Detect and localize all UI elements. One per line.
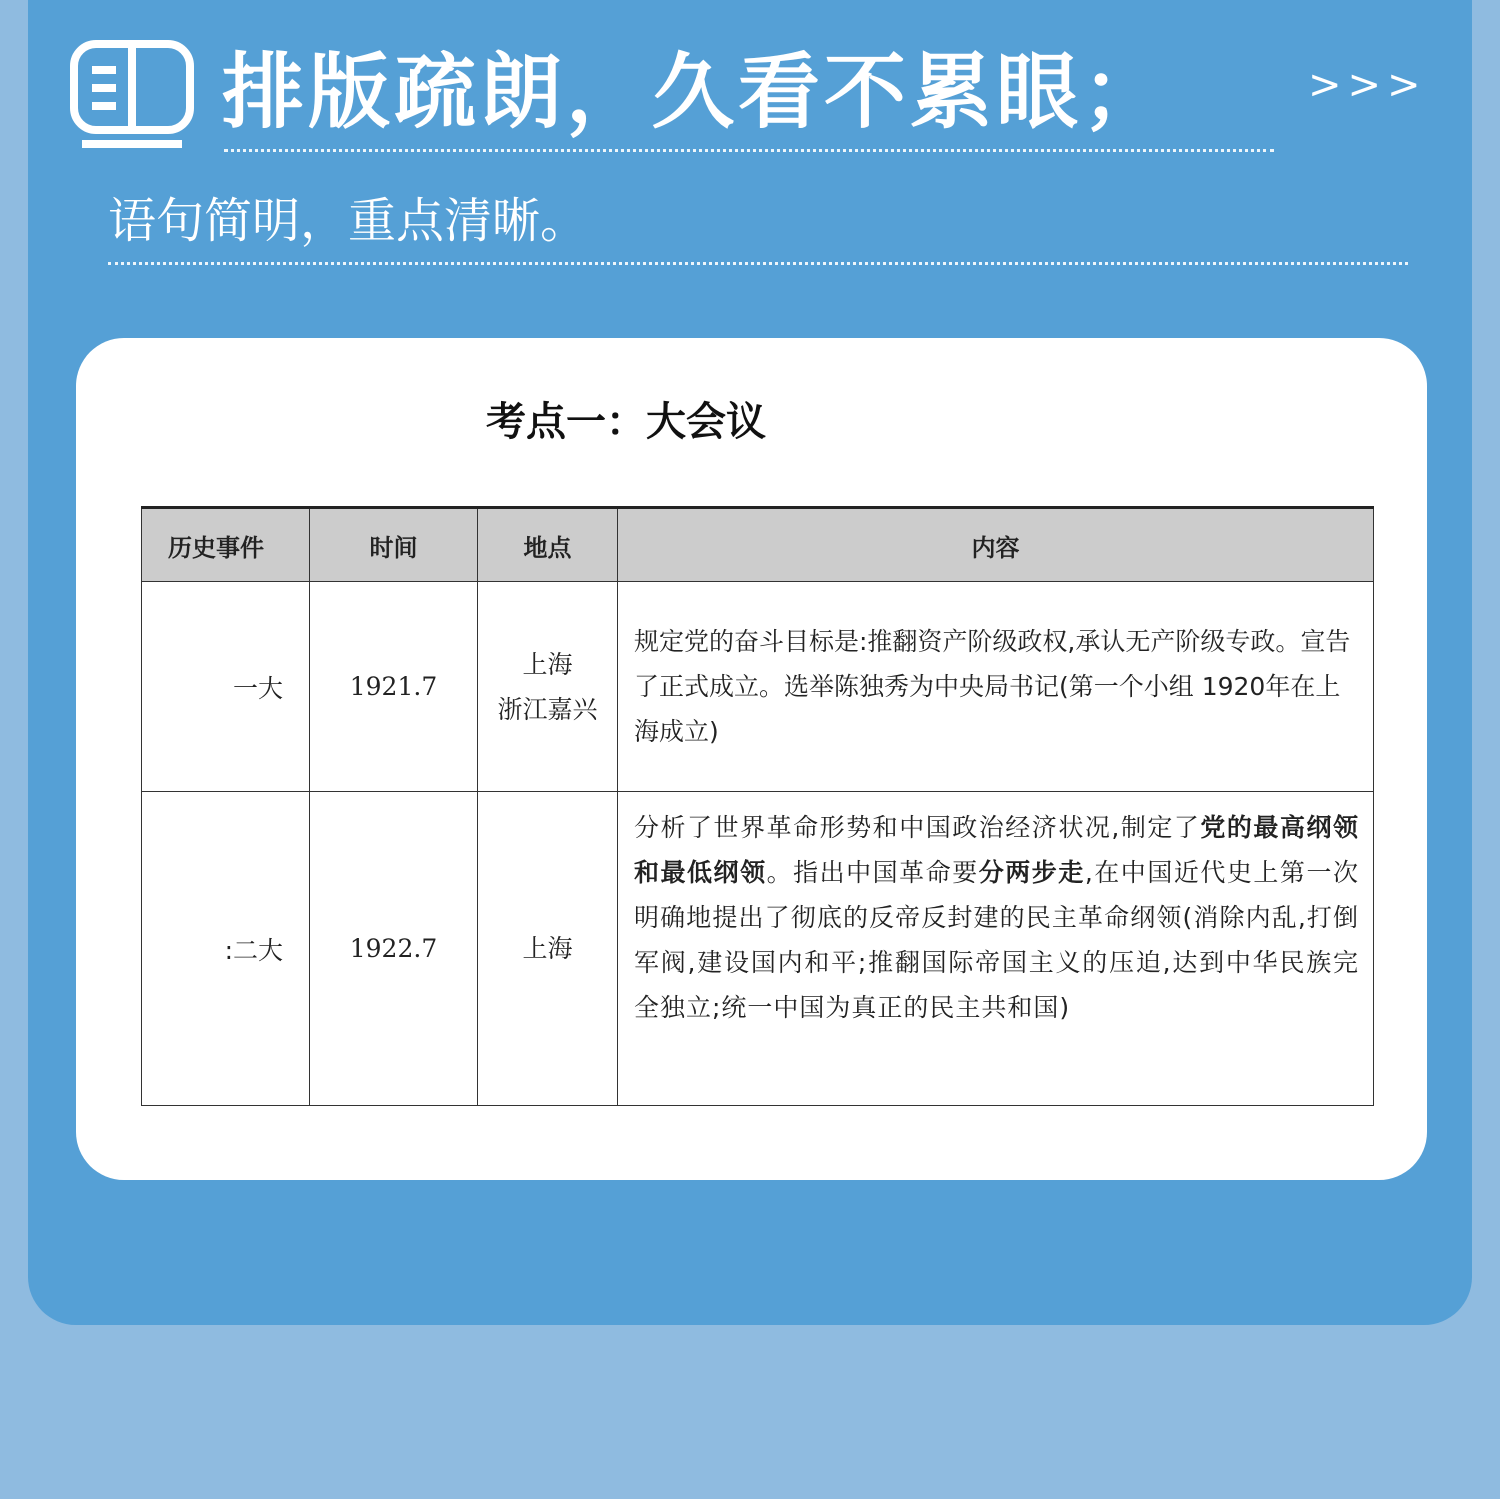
table-row xyxy=(142,792,1374,1106)
content-text: ,在中国近代史上第一次明确地提出了彻底的反帝反封建的民主革命纲领(消除内乱,打倒军阀,建设国内和平;推翻国际帝国主义的压迫,达到中华民族完全独立;统一中国为真正的民主共和国) xyxy=(634,858,1359,1022)
emphasis-text: 分两步走 xyxy=(978,858,1085,887)
content-card xyxy=(76,338,1427,1180)
table-header-row xyxy=(142,508,1374,582)
place-line: 浙江嘉兴 xyxy=(497,694,598,724)
event-cell: 一大 xyxy=(142,582,310,792)
place-cell xyxy=(478,582,618,792)
exam-table xyxy=(141,506,1374,1106)
content-cell xyxy=(618,792,1374,1106)
column-header: 内容 xyxy=(618,508,1374,582)
content-text: 分析了世界革命形势和中国政治经济状况,制定了 xyxy=(634,813,1201,842)
document-title: 考点一：大会议 xyxy=(486,398,766,445)
column-header: 历史事件 xyxy=(142,508,310,582)
content-cell: 规定党的奋斗目标是:推翻资产阶级政权,承认无产阶级专政。宣告了正式成立。选举陈独秀为中央局书记(第一个小组 1920年在上海成立) xyxy=(618,582,1374,792)
table-row xyxy=(142,582,1374,792)
time-cell: 1922.7 xyxy=(310,792,478,1106)
chevrons-icon: >>> xyxy=(1308,62,1427,108)
time-cell: 1921.7 xyxy=(310,582,478,792)
subtitle: 语句简明，重点清晰。 xyxy=(108,193,589,249)
content-text: 。指出中国革命要 xyxy=(766,858,979,887)
headline-title: 排版疏朗，久看不累眼； xyxy=(222,44,1169,140)
event-cell: :二大 xyxy=(142,792,310,1106)
dotted-divider xyxy=(224,149,1274,152)
column-header: 时间 xyxy=(310,508,478,582)
place-line: 上海 xyxy=(522,649,573,679)
place-cell xyxy=(478,792,618,1106)
column-header: 地点 xyxy=(478,508,618,582)
emphasis-text: 党的最高纲领和最低纲领 xyxy=(634,813,1359,887)
dotted-divider xyxy=(108,262,1408,265)
book-icon xyxy=(70,40,194,152)
place-line: 上海 xyxy=(522,934,573,963)
